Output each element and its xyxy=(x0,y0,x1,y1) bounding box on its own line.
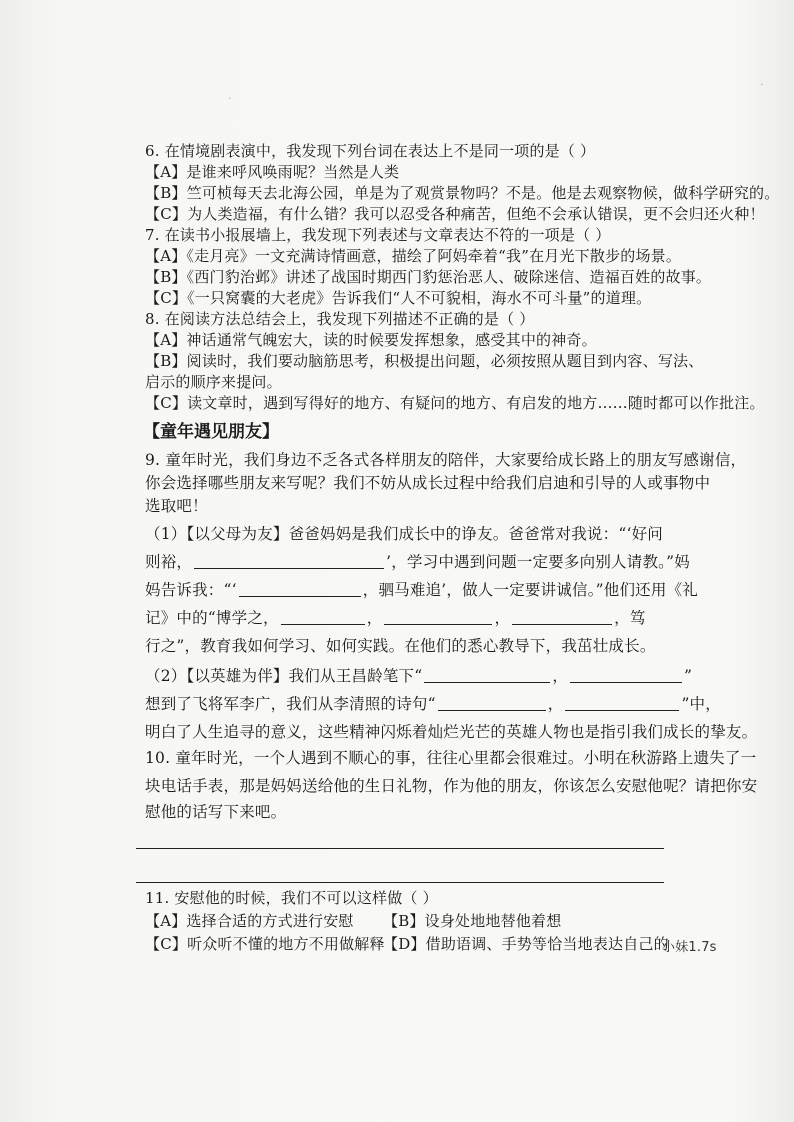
q6-option-b[interactable]: 【B】竺可桢每天去北海公园，单是为了观赏景物吗？不是。他是去观察物候，做科学研究的。 xyxy=(145,184,780,202)
q9-intro-line3: 选取吧！ xyxy=(145,497,208,515)
q8-option-a[interactable]: 【A】神话通常气魄宏大，读的时候要发挥想象，感受其中的神奇。 xyxy=(145,331,597,349)
answer-blank-2[interactable] xyxy=(239,582,361,597)
handwritten-corner-note: 小妹1.7s xyxy=(662,940,717,955)
q9-part2-text-c: ”中， xyxy=(681,695,721,713)
q6-option-a[interactable]: 【A】是谁来呼风唤雨呢？当然是人类 xyxy=(145,163,400,181)
q9-intro-line2: 你会选择哪些朋友来写呢？我们不妨从成长过程中给我们启迪和引导的人或事物中 xyxy=(145,474,711,492)
q9-part1-line5: 行之”，教育我如何学习、如何实践。在他们的悉心教导下，我茁壮成长。 xyxy=(145,637,656,655)
q9-part1-comma-2: ， xyxy=(494,609,511,627)
answer-blank-6[interactable] xyxy=(424,668,550,683)
q8-option-b-line2[interactable]: 启示的顺序来提问。 xyxy=(145,373,282,391)
q9-part2-line3: 明白了人生追寻的意义，这些精神闪烁着灿烂光芒的英雄人物也是指引我们成长的挚友。 xyxy=(145,723,758,741)
q9-part2-line2 xyxy=(145,694,721,714)
q8-option-b-line1[interactable]: 【B】阅读时，我们要动脑筋思考，积极提出问题，必须按照从题目到内容、写法、 xyxy=(145,352,704,370)
q7-option-a[interactable]: 【A】《走月亮》一文充满诗情画意，描绘了阿妈牵着“我”在月光下散步的场景。 xyxy=(145,247,682,265)
q9-part1-comma-1: ， xyxy=(366,609,383,627)
q11-option-a[interactable]: 【A】选择合适的方式进行安慰 xyxy=(145,912,354,930)
q9-part2-text-a: （2）【以英雄为伴】我们从王昌龄笔下“ xyxy=(145,667,423,685)
q7-option-b[interactable]: 【B】《西门豹治邺》讲述了战国时期西门豹惩治恶人、破除迷信、造福百姓的故事。 xyxy=(145,268,712,286)
q9-part1-text-f: ，笃 xyxy=(614,609,646,627)
answer-blank-8[interactable] xyxy=(438,696,546,711)
q7-stem: 7. 在读书小报展墙上，我发现下列表述与文章表达不符的一项是（ ） xyxy=(145,226,611,244)
q8-option-c[interactable]: 【C】读文章时，遇到写得好的地方、有疑问的地方、有启发的地方……随时都可以作批注。 xyxy=(145,394,765,412)
scan-speck: · xyxy=(228,92,232,105)
q9-part1-line1: （1）【以父母为友】爸爸妈妈是我们成长中的诤友。爸爸常对我说：“‘好问 xyxy=(145,525,663,543)
q6-option-c[interactable]: 【C】为人类造福，有什么错？我可以忍受各种痛苦，但绝不会承认错误，更不会归还火种！ xyxy=(145,205,765,223)
answer-line-2[interactable] xyxy=(136,882,664,883)
q8-stem: 8. 在阅读方法总结会上，我发现下列描述不正确的是（ ） xyxy=(145,310,535,328)
q6-stem: 6. 在情境剧表演中，我发现下列台词在表达上不是同一项的是（ ） xyxy=(145,142,596,160)
q9-part1-text-b: ’，学习中遇到问题一定要多向别人请教。”妈 xyxy=(386,553,690,571)
q10-line2: 块电话手表，那是妈妈送给他的生日礼物，作为他的朋友，你该怎么安慰他呢？请把你安 xyxy=(145,777,758,795)
q10-line3: 慰他的话写下来吧。 xyxy=(145,803,287,821)
scan-speck: · xyxy=(760,78,764,91)
section-title: 【童年遇见朋友】 xyxy=(143,422,279,442)
q9-part1-line2 xyxy=(145,552,690,572)
q9-part2-comma-2: ， xyxy=(547,695,564,713)
q9-part1-text-d: ，驷马难追’，做人一定要讲诚信。”他们还用《礼 xyxy=(362,581,698,599)
q9-part2-quote-1: ” xyxy=(684,667,693,685)
q9-part1-line3 xyxy=(145,580,698,600)
q9-part1-line4 xyxy=(145,608,646,628)
q11-option-b[interactable]: 【B】设身处地地替他着想 xyxy=(383,912,562,930)
q11-stem: 11. 安慰他的时候，我们不可以这样做（ ） xyxy=(145,889,438,907)
q7-option-c[interactable]: 【C】《一只窝囊的大老虎》告诉我们“人不可貌相，海水不可斗量”的道理。 xyxy=(145,289,652,307)
q9-part2-comma-1: ， xyxy=(552,667,569,685)
q9-part1-text-e: 记》中的“博学之， xyxy=(145,609,279,627)
q9-part2-text-b: 想到了飞将军李广，我们从李清照的诗句“ xyxy=(145,695,436,713)
answer-blank-9[interactable] xyxy=(565,696,679,711)
answer-line-1[interactable] xyxy=(136,848,664,849)
answer-blank-3[interactable] xyxy=(281,610,365,625)
q9-intro-line1: 9. 童年时光，我们身边不乏各式各样朋友的陪伴，大家要给成长路上的朋友写感谢信， xyxy=(145,451,747,469)
answer-blank-7[interactable] xyxy=(570,668,682,683)
answer-blank-5[interactable] xyxy=(512,610,612,625)
q9-part1-text-c: 妈告诉我：“‘ xyxy=(145,581,237,599)
q10-line1: 10. 童年时光，一个人遇到不顺心的事，往往心里都会很难过。小明在秋游路上遗失了一 xyxy=(145,749,757,767)
q9-part2-line1 xyxy=(145,666,692,686)
answer-blank-1[interactable] xyxy=(194,554,384,569)
q11-option-d[interactable]: 【D】借助语调、手势等恰当地表达自己的 xyxy=(383,935,669,953)
answer-blank-4[interactable] xyxy=(384,610,492,625)
q11-option-c[interactable]: 【C】听众听不懂的地方不用做解释 xyxy=(145,935,385,953)
q9-part1-text-a: 则裕， xyxy=(145,553,193,571)
